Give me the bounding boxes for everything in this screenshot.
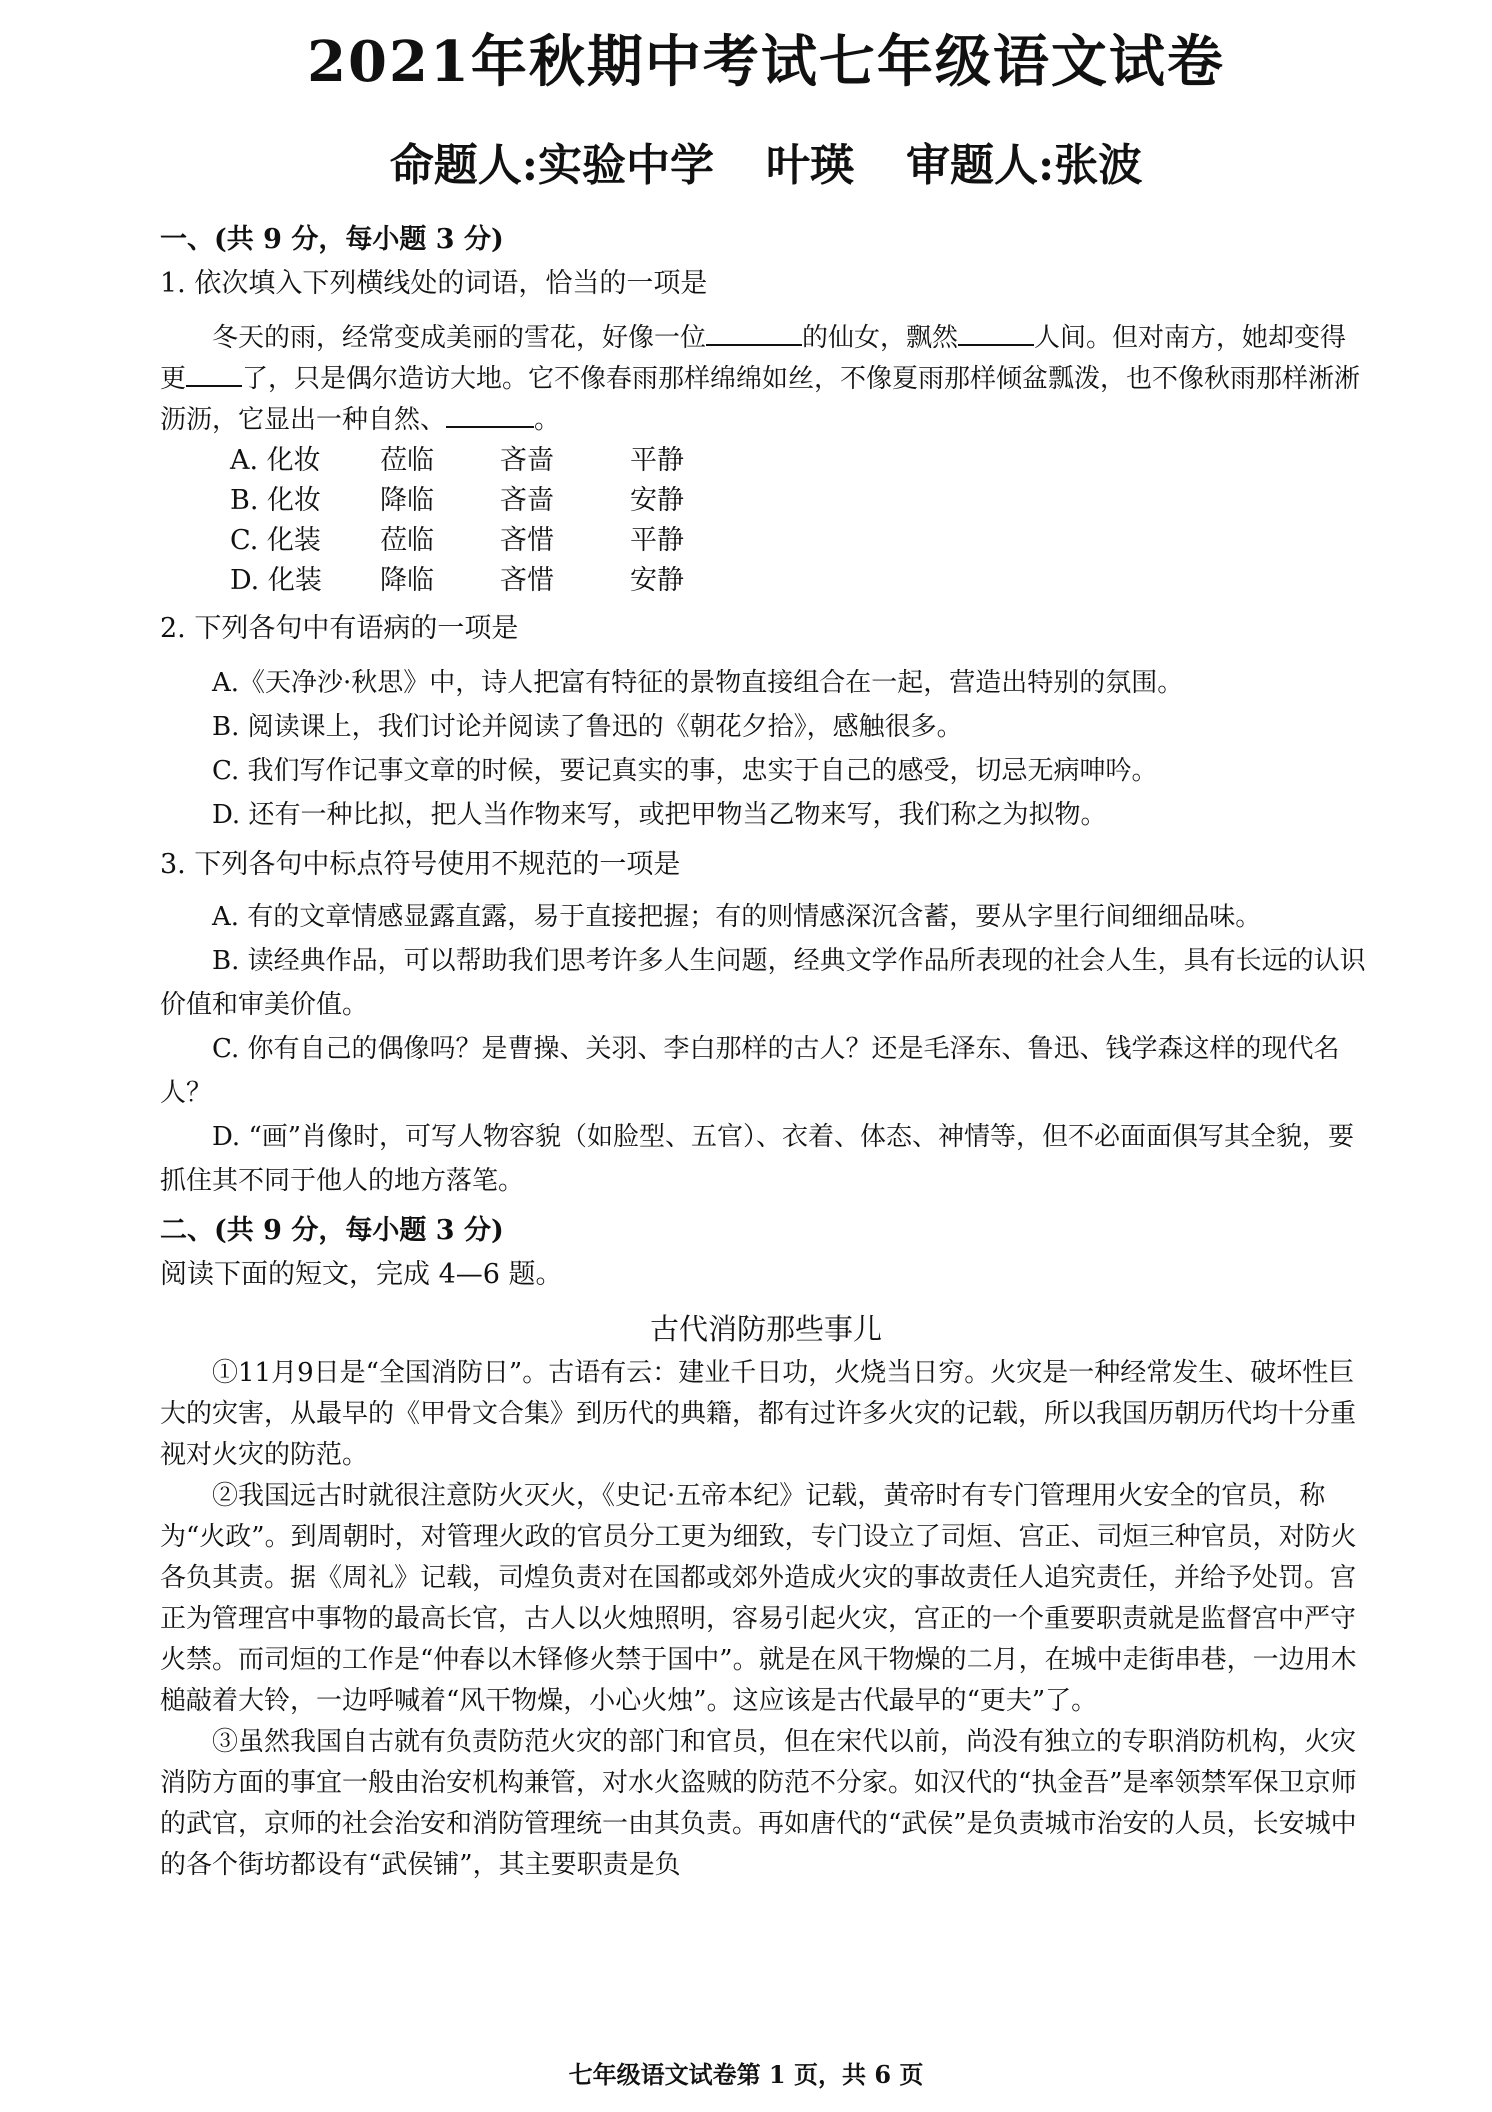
choice-item: D. 还有一种比拟，把人当作物来写，或把甲物当乙物来写，我们称之为拟物。	[212, 800, 1107, 830]
option-row	[230, 561, 1372, 601]
option-label: B. 化妆	[230, 485, 322, 516]
option-row	[230, 521, 1372, 561]
q3-stem: 3. 下列各句中标点符号使用不规范的一项是	[160, 849, 681, 880]
option-row	[230, 481, 1372, 521]
q1-passage-part: 冬天的雨，经常变成美丽的雪花，好像一位	[212, 323, 707, 353]
q1-options	[230, 441, 1372, 601]
q1-passage-part: 的仙女，飘然	[802, 323, 959, 353]
article-title: 古代消防那些事儿	[649, 1312, 882, 1346]
fill-blank	[958, 318, 1034, 346]
option-word: 降临	[380, 485, 434, 516]
section1-heading: 一、(共 9 分，每小题 3 分)	[160, 224, 504, 255]
article-paragraph: ②我国远古时就很注意防火灭火，《史记·五帝本纪》记载，黄帝时有专门管理用火安全的官员，称为“火政”。到周朝时，对管理火政的官员分工更为细致，专门设立了司烜、宫正、司烜三种官员，对防火各负其责。据《周礼》记载，司煌负责对在国都或郊外造成火灾的事故责任人追究责任，并给予处罚。宫正为管理宫中事物的最高长官，古人以火烛照明，容易引起火灾，宫正的一个重要职责就是监督宫中严守火禁。而司烜的工作是“仲春以木铎修火禁于国中”。就是在风干物燥的二月，在城中走街串巷，一边用木槌敲着大铃，一边呼喊着“风干物燥，小心火烛”。这应该是古代最早的“更夫”了。	[160, 1481, 1357, 1716]
q2-stem: 2. 下列各句中有语病的一项是	[160, 613, 519, 644]
reviewer-label: 审题人:张波	[906, 140, 1143, 191]
option-word: 降临	[380, 565, 434, 596]
fill-blank	[446, 400, 534, 428]
fill-blank	[706, 318, 802, 346]
choice-item: B. 阅读课上，我们讨论并阅读了鲁迅的《朝花夕拾》，感触很多。	[212, 712, 963, 742]
setter-label: 命题人:实验中学	[389, 140, 714, 191]
q1-passage-part: 了，只是偶尔造访大地。它不像春雨那样绵绵如丝，不像夏雨那样倾盆瓢泼，也不像秋雨那样淅淅沥沥，它显出一种自然、	[160, 364, 1361, 435]
option-word: 吝惜	[500, 525, 554, 556]
choice-item: B. 读经典作品，可以帮助我们思考许多人生问题，经典文学作品所表现的社会人生，具有长远的认识价值和审美价值。	[160, 946, 1366, 1020]
option-word: 平静	[630, 445, 684, 476]
option-word: 吝惜	[500, 565, 554, 596]
setter-name: 叶瑛	[766, 140, 854, 191]
article-paragraph: ①11月9日是“全国消防日”。古语有云：建业千日功，火烧当日穷。火灾是一种经常发生、破坏性巨大的灾害，从最早的《甲骨文合集》到历代的典籍，都有过许多火灾的记载，所以我国历朝历代均十分重视对火灾的防范。	[160, 1358, 1357, 1470]
exam-authors	[160, 138, 1372, 194]
page-footer: 七年级语文试卷第 1 页，共 6 页	[568, 2060, 924, 2089]
q1-passage-part: 。	[534, 405, 561, 435]
choice-item: A.《天净沙·秋思》中，诗人把富有特征的景物直接组合在一起，营造出特别的氛围。	[212, 668, 1184, 698]
option-word: 安静	[630, 485, 684, 516]
option-word: 安静	[630, 565, 684, 596]
option-word: 吝啬	[500, 485, 554, 516]
option-row	[230, 441, 1372, 481]
exam-title: 2021年秋期中考试七年级语文试卷	[307, 29, 1225, 95]
section2-intro: 阅读下面的短文，完成 4—6 题。	[160, 1259, 563, 1290]
option-label: D. 化装	[230, 565, 322, 596]
option-word: 莅临	[380, 445, 434, 476]
q3-choices	[160, 895, 1372, 1203]
article-paragraph: ③虽然我国自古就有负责防范火灾的部门和官员，但在宋代以前，尚没有独立的专职消防机构，火灾消防方面的事宜一般由治安机构兼管，对水火盗贼的防范不分家。如汉代的“执金吾”是率领禁军保卫京师的武官，京师的社会治安和消防管理统一由其负责。再如唐代的“武侯”是负责城市治安的人员，长安城中的各个街坊都设有“武侯铺”，其主要职责是负	[160, 1727, 1357, 1880]
section2-heading: 二、(共 9 分，每小题 3 分)	[160, 1215, 504, 1246]
choice-item: C. 你有自己的偶像吗？是曹操、关羽、李白那样的古人？还是毛泽东、鲁迅、钱学森这样的现代名人？	[160, 1034, 1340, 1108]
choice-item: A. 有的文章情感显露直露，易于直接把握；有的则情感深沉含蓄，要从字里行间细细品味。	[212, 902, 1262, 932]
choice-item: C. 我们写作记事文章的时候，要记真实的事，忠实于自己的感受，切忌无病呻吟。	[212, 756, 1158, 786]
choice-item: D. “画”肖像时，可写人物容貌（如脸型、五官）、衣着、体态、神情等，但不必面面俱写其全貌，要抓住其不同于他人的地方落笔。	[160, 1122, 1355, 1196]
q1-passage-part: 人间。但对南方，她却变得更	[160, 323, 1347, 394]
fill-blank	[186, 359, 242, 387]
q1-passage	[160, 318, 1372, 441]
option-label: C. 化装	[230, 525, 321, 556]
option-word: 吝啬	[500, 445, 554, 476]
option-word: 莅临	[380, 525, 434, 556]
q2-choices	[160, 661, 1372, 837]
option-word: 平静	[630, 525, 684, 556]
option-label: A. 化妆	[230, 445, 321, 476]
q1-stem: 1. 依次填入下列横线处的词语，恰当的一项是	[160, 268, 708, 299]
